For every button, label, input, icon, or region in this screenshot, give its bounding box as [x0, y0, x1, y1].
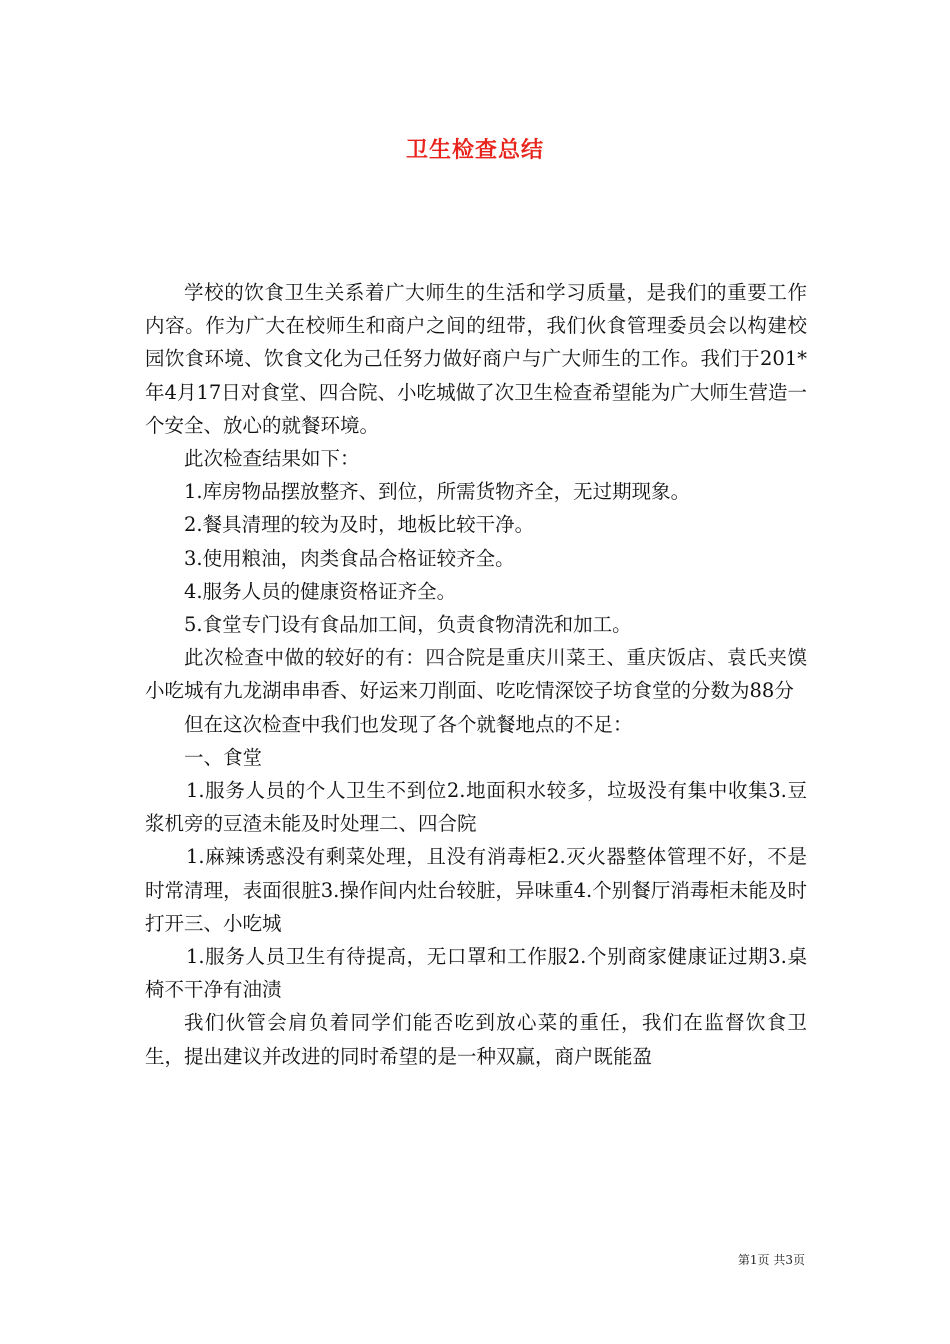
- document-title: 卫生检查总结: [405, 138, 544, 163]
- paragraph-result-1: 1.库房物品摆放整齐、到位，所需货物齐全，无过期现象。: [184, 480, 691, 504]
- paragraph-results-heading: 此次检查结果如下：: [184, 447, 360, 471]
- paragraph-snack-city-issues: 1.服务人员卫生有待提高，无口罩和工作服2.个别商家健康证过期3.桌椅不干净有油渍: [145, 945, 807, 1002]
- paragraph-shortcomings-heading: 但在这次检查中我们也发现了各个就餐地点的不足：: [184, 712, 633, 736]
- paragraph-canteen-issues: 1.服务人员的个人卫生不到位2.地面积水较多，垃圾没有集中收集3.豆浆机旁的豆渣未能及时处理二、四合院: [145, 779, 807, 836]
- paragraph-intro: 学校的饮食卫生关系着广大师生的生活和学习质量，是我们的重要工作内容。作为广大在校师生和商户之间的纽带，我们伙食管理委员会以构建校园饮食环境、饮食文化为己任努力做好商户与广大师生的工作。我们于201*年4月17日对食堂、四合院、小吃城做了次卫生检查希望能为广大师生营造一个安全、放心的就餐环境。: [145, 281, 807, 437]
- paragraph-closing: 我们伙管会肩负着同学们能否吃到放心菜的重任，我们在监督饮食卫生，提出建议并改进的同时希望的是一种双赢，商户既能盈: [145, 1011, 807, 1068]
- paragraph-result-3: 3.使用粮油，肉类食品合格证较齐全。: [184, 546, 515, 570]
- document-body: [145, 276, 807, 1073]
- paragraph-section-canteen: 一、食堂: [184, 745, 263, 769]
- page-number: 第1页 共3页: [737, 1253, 805, 1267]
- paragraph-result-2: 2.餐具清理的较为及时，地板比较干净。: [184, 513, 535, 537]
- paragraph-result-5: 5.食堂专门设有食品加工间，负责食物清洗和加工。: [184, 613, 632, 637]
- paragraph-courtyard-issues: 1.麻辣诱惑没有剩菜处理，且没有消毒柜2.灭火器整体管理不好，不是时常清理，表面很脏3.操作间内灶台较脏，异味重4.个别餐厅消毒柜未能及时打开三、小吃城: [145, 845, 807, 935]
- paragraph-result-4: 4.服务人员的健康资格证齐全。: [184, 579, 457, 603]
- paragraph-good-performers: 此次检查中做的较好的有：四合院是重庆川菜王、重庆饭店、袁氏夹馍小吃城有九龙湖串串香、好运来刀削面、吃吃情深饺子坊食堂的分数为88分: [145, 646, 807, 703]
